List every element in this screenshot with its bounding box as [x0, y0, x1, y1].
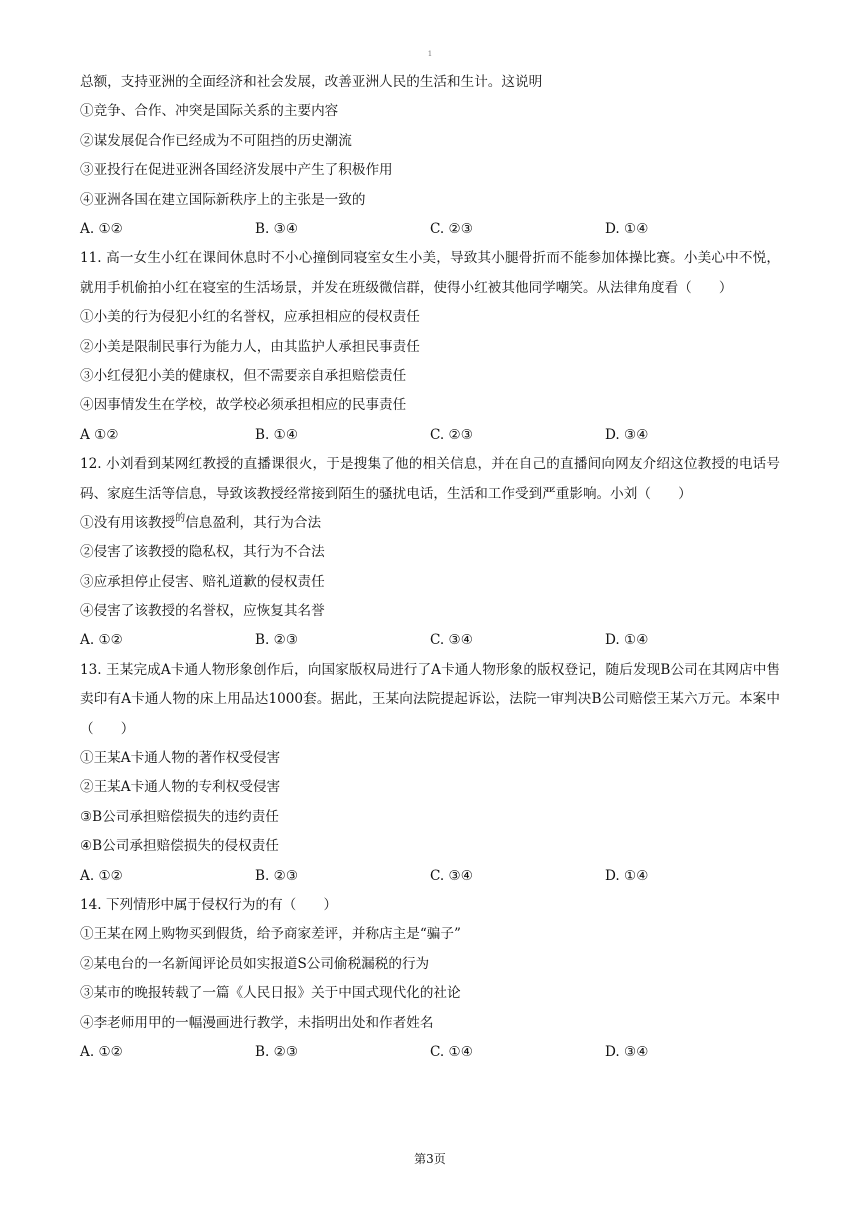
choice-item: ④因事情发生在学校，故学校必须承担相应的民事责任	[80, 397, 407, 414]
page-marker: 1	[427, 50, 433, 58]
question-13	[80, 656, 780, 891]
choice-item: ③小红侵犯小美的健康权，但不需要亲自承担赔偿责任	[80, 367, 407, 384]
question-stem: 12. 小刘看到某网红教授的直播课很火，于是搜集了他的相关信息，并在自己的直播间向网友介绍这位教授的电话号码、家庭生活等信息，导致该教授经常接到陌生的骚扰电话，生活和工作受到严重影响。小刘（ ）	[80, 456, 780, 502]
choice-item: ①王某A卡通人物的著作权受侵害	[80, 750, 281, 767]
option-b: B. ②③	[255, 867, 299, 884]
raised-character: 的	[175, 512, 186, 524]
answer-options	[80, 862, 780, 891]
choice-item: ③某市的晚报转载了一篇《人民日报》关于中国式现代化的社论	[80, 985, 461, 1002]
option-a: A ①②	[80, 426, 119, 443]
option-d: D. ③④	[605, 426, 649, 443]
option-c: C. ①④	[430, 1044, 473, 1060]
question-14	[80, 891, 780, 1067]
question-11	[80, 244, 780, 450]
choice-item: ④B公司承担赔偿损失的侵权责任	[80, 838, 279, 855]
choice-item-text: 信息盈利，其行为合法	[185, 514, 322, 531]
option-a: A. ①②	[80, 867, 123, 884]
choice-item: ①王某在网上购物买到假货，给予商家差评，并称店主是“骗子”	[80, 926, 461, 943]
answer-options	[80, 1038, 780, 1067]
option-b: B. ②③	[255, 632, 299, 649]
choice-item: ②某电台的一名新闻评论员如实报道S公司偷税漏税的行为	[80, 955, 430, 972]
option-d: D. ①④	[605, 632, 649, 649]
choice-item: ④侵害了该教授的名誉权，应恢复其名誉	[80, 603, 325, 620]
option-d: D. ①④	[605, 220, 649, 237]
option-b: B. ②③	[255, 1044, 299, 1060]
question-stem: 总额，支持亚洲的全面经济和社会发展，改善亚洲人民的生活和生计。这说明	[80, 74, 543, 90]
choice-item: ②侵害了该教授的隐私权，其行为不合法	[80, 544, 325, 561]
choice-item-text: ①没有用该教授	[80, 514, 176, 531]
choice-item: ①小美的行为侵犯小红的名誉权，应承担相应的侵权责任	[80, 309, 420, 326]
page-content	[80, 68, 780, 1067]
choice-item: ③亚投行在促进亚洲各国经济发展中产生了积极作用	[80, 162, 393, 179]
question-stem: 13. 王某完成A卡通人物形象创作后，向国家版权局进行了A卡通人物形象的版权登记，随后发现B公司在其网店中售卖印有A卡通人物的床上用品达1000套。据此，王某向法院提起诉讼，法院一审判决B公司赔偿王某六万元。本案中（ ）	[80, 661, 780, 737]
answer-options	[80, 215, 780, 244]
choice-item: ①竞争、合作、冲突是国际关系的主要内容	[80, 103, 339, 120]
option-a: A. ①②	[80, 1044, 123, 1060]
option-c: C. ③④	[430, 632, 473, 649]
question-stem: 11. 高一女生小红在课间休息时不小心撞倒同寝室女生小美，导致其小腿骨折而不能参加体操比赛。小美心中不悦，就用手机偷拍小红在寝室的生活场景，并发在班级微信群，使得小红被其他同学嘲笑。从法律角度看（ ）	[80, 250, 780, 296]
page-number: 第3页	[414, 1152, 446, 1166]
choice-item: ②小美是限制民事行为能力人，由其监护人承担民事责任	[80, 338, 420, 355]
choice-item: ④李老师用甲的一幅漫画进行教学，未指明出处和作者姓名	[80, 1014, 434, 1031]
question-10-continued	[80, 68, 780, 244]
choice-item: ②谋发展促合作已经成为不可阻挡的历史潮流	[80, 132, 352, 149]
option-a: A. ①②	[80, 632, 123, 649]
option-d: D. ③④	[605, 1044, 649, 1060]
option-d: D. ①④	[605, 867, 649, 884]
option-a: A. ①②	[80, 220, 123, 237]
option-c: C. ②③	[430, 220, 473, 237]
answer-options	[80, 626, 780, 655]
option-b: B. ①④	[255, 426, 299, 443]
option-c: C. ②③	[430, 426, 473, 443]
choice-item	[80, 509, 780, 538]
option-c: C. ③④	[430, 867, 473, 884]
choice-item: ③B公司承担赔偿损失的违约责任	[80, 808, 279, 825]
answer-options	[80, 421, 780, 450]
choice-item: ③应承担停止侵害、赔礼道歉的侵权责任	[80, 573, 325, 590]
choice-item: ④亚洲各国在建立国际新秩序上的主张是一致的	[80, 191, 366, 208]
question-stem: 14. 下列情形中属于侵权行为的有（ ）	[80, 897, 338, 914]
question-12	[80, 450, 780, 656]
choice-item: ②王某A卡通人物的专利权受侵害	[80, 779, 281, 796]
option-b: B. ③④	[255, 220, 299, 237]
